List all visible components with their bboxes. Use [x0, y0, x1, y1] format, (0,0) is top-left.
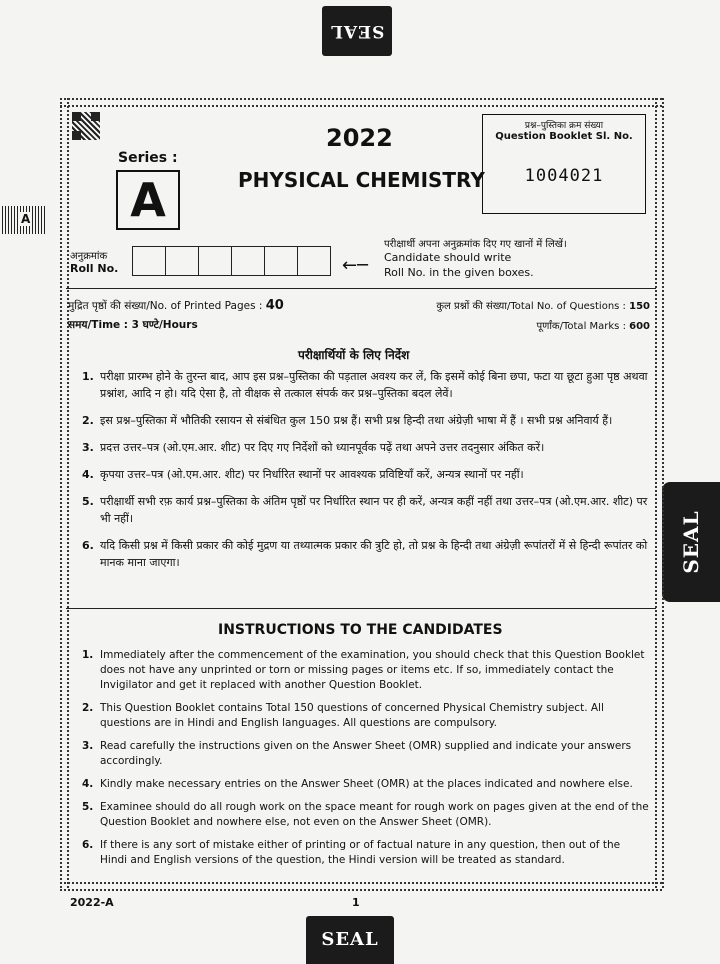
- instruction-text: If there is any sort of mistake either of printing or of factual nature in any question, then out of the Hindi and English versions of the question, the Hindi version will be treated as standard.: [100, 839, 621, 866]
- hindi-instructions: [82, 368, 650, 581]
- instruction-text: प्रदत्त उत्तर–पत्र (ओ.एम.आर. शीट) पर दिए गए निर्देशों को ध्यानपूर्वक पढ़ें तथा अपने उत्तर तदनुसार अंकित करें।: [100, 441, 545, 454]
- roll-box[interactable]: [132, 246, 166, 276]
- total-questions-label: कुल प्रश्नों की संख्या/Total No. of Questions :: [436, 301, 626, 312]
- printed-pages-label: मुद्रित पृष्ठों की संख्या/No. of Printed Pages :: [68, 300, 263, 312]
- roll-number-boxes: [133, 246, 331, 276]
- side-seal: [662, 482, 720, 602]
- instruction-text: इस प्रश्न–पुस्तिका में भौतिकी रसायन से संबंधित कुल 150 प्रश्न हैं। सभी प्रश्न हिन्दी तथा अंग्रेज़ी भाषा में हैं । सभी प्रश्न अनिवार्य हैं।: [100, 414, 613, 427]
- hindi-heading: परीक्षार्थियों के लिए निर्देश: [298, 348, 410, 362]
- booklet-number-box: [482, 114, 646, 214]
- footer-code: 2022-A: [70, 896, 114, 909]
- roll-instruction-english-2: Roll No. in the given boxes.: [384, 266, 534, 279]
- total-marks-label: पूर्णांक/Total Marks :: [536, 321, 626, 332]
- roll-instruction-hindi: परीक्षार्थी अपना अनुक्रमांक दिए गए खानों में लिखें।: [384, 239, 567, 250]
- divider: [66, 608, 656, 609]
- list-item: 4. Kindly make necessary entries on the Answer Sheet (OMR) at the places indicated and nowhere else.: [82, 778, 633, 790]
- list-item: 2. इस प्रश्न–पुस्तिका में भौतिकी रसायन से संबंधित कुल 150 प्रश्न हैं। सभी प्रश्न हिन्दी तथा अंग्रेज़ी भाषा में हैं । सभी प्रश्न अनिवार्य हैं।: [82, 414, 613, 427]
- list-item: 3. प्रदत्त उत्तर–पत्र (ओ.एम.आर. शीट) पर दिए गए निर्देशों को ध्यानपूर्वक पढ़ें तथा अपने उत्तर तदनुसार अंकित करें।: [82, 441, 545, 454]
- border-top: [60, 98, 662, 107]
- list-item: 4. कृपया उत्तर–पत्र (ओ.एम.आर. शीट) पर निर्धारित स्थानों पर आवश्यक प्रविष्टियाँ करें, अन्यत्र स्थानों पर नहीं।: [82, 468, 524, 481]
- top-seal: [322, 6, 392, 56]
- side-seal-text: SEAL: [679, 510, 703, 574]
- bottom-seal: [306, 916, 394, 964]
- side-barcode: [2, 206, 46, 234]
- list-item: 6. यदि किसी प्रश्न में किसी प्रकार की कोई मुद्रण या तथ्यात्मक प्रकार की त्रुटि हो, तो प्रश्न के हिन्दी तथा अंग्रेज़ी रूपांतरों में से हिन्दी रूपांतर को मानक माना जाएगा।: [82, 537, 650, 571]
- list-item: 5. परीक्षार्थी सभी रफ़ कार्य प्रश्न–पुस्तिका के अंतिम पृष्ठों पर निर्धारित स्थान पर ही करें, अन्यत्र कहीं नहीं तथा उत्तर–पत्र (ओ.एम.आर. शीट) पर भी नहीं।: [82, 493, 650, 527]
- left-arrow-icon: ←─: [342, 255, 368, 276]
- list-item: 6. If there is any sort of mistake either of printing or of factual nature in any question, then out of the Hindi and English versions of the question, the Hindi version will be treated as standard.: [82, 838, 650, 868]
- instruction-text: This Question Booklet contains Total 150 questions of concerned Physical Chemistry subject. All questions are in Hindi and English languages. All questions are compulsory.: [100, 702, 604, 729]
- list-item: 3. Read carefully the instructions given on the Answer Sheet (OMR) supplied and indicate your answers accordingly.: [82, 739, 650, 769]
- bottom-seal-text: SEAL: [321, 929, 379, 950]
- roll-box[interactable]: [198, 246, 232, 276]
- instruction-text: यदि किसी प्रश्न में किसी प्रकार की कोई मुद्रण या तथ्यात्मक प्रकार की त्रुटि हो, तो प्रश्न के हिन्दी तथा अंग्रेज़ी रूपांतरों में से हिन्दी रूपांतर को मानक माना जाएगा।: [100, 539, 648, 569]
- instruction-text: कृपया उत्तर–पत्र (ओ.एम.आर. शीट) पर निर्धारित स्थानों पर आवश्यक प्रविष्टियाँ करें, अन्यत्र स्थानों पर नहीं।: [100, 468, 524, 481]
- top-seal-text: SEAL: [329, 21, 385, 41]
- english-heading: INSTRUCTIONS TO THE CANDIDATES: [218, 622, 503, 638]
- instruction-text: Kindly make necessary entries on the Answer Sheet (OMR) at the places indicated and nowhere else.: [100, 778, 633, 790]
- booklet-label-english: Question Booklet Sl. No.: [495, 131, 633, 142]
- list-item: 1. Immediately after the commencement of the examination, you should check that this Question Booklet does not have any unprinted or torn or missing pages or items etc. If so, immediately contact the Invigilator and get it replaced with another Question Booklet.: [82, 648, 650, 693]
- roll-label-hindi: अनुक्रमांक: [70, 251, 108, 262]
- booklet-label-hindi: प्रश्न–पुस्तिका क्रम संख्या: [524, 121, 604, 131]
- roll-box[interactable]: [297, 246, 331, 276]
- instruction-text: Immediately after the commencement of the examination, you should check that this Question Booklet does not have any unprinted or torn or missing pages or items etc. If so, immediately contact the Invigilator and get it replaced with another Question Booklet.: [100, 649, 645, 691]
- total-marks-value: 600: [629, 321, 650, 332]
- instruction-text: परीक्षार्थी सभी रफ़ कार्य प्रश्न–पुस्तिका के अंतिम पृष्ठों पर निर्धारित स्थान पर ही करें, अन्यत्र कहीं नहीं तथा उत्तर–पत्र (ओ.एम.आर. शीट) पर भी नहीं।: [100, 495, 648, 525]
- english-instructions: [82, 648, 650, 876]
- total-questions: [436, 298, 650, 312]
- border-right: [655, 98, 664, 888]
- roll-box[interactable]: [264, 246, 298, 276]
- list-item: 5. Examinee should do all rough work on the space meant for rough work on pages given at the end of the Question Booklet and nowhere else, not even on the Answer Sheet (OMR).: [82, 801, 649, 828]
- booklet-number: 1004021: [524, 166, 604, 186]
- total-marks: [536, 318, 650, 332]
- exam-year: 2022: [326, 124, 393, 152]
- subject-title: PHYSICAL CHEMISTRY: [238, 168, 485, 192]
- total-questions-value: 150: [629, 301, 650, 312]
- list-item: 1. परीक्षा प्रारम्भ होने के तुरन्त बाद, आप इस प्रश्न–पुस्तिका की पड़ताल अवश्य कर लें, कि इसमें कोई बिना छपा, फटा या छूटा हुआ पृष्ठ अथवा प्रश्नांश, आदि न हो। यदि ऐसा है, तो वीक्षक से तत्काल संपर्क कर प्रश्न–पुस्तिका बदल लेवें।: [82, 368, 650, 402]
- qr-code: [72, 112, 100, 140]
- roll-box[interactable]: [231, 246, 265, 276]
- instruction-text: Read carefully the instructions given on the Answer Sheet (OMR) supplied and indicate your answers accordingly.: [100, 740, 632, 767]
- list-item: 2. This Question Booklet contains Total 150 questions of concerned Physical Chemistry subject. All questions are in Hindi and English languages. All questions are compulsory.: [82, 701, 650, 731]
- printed-pages: [68, 298, 284, 313]
- divider: [66, 288, 656, 289]
- border-bottom: [60, 882, 662, 891]
- time-allowed: समय/Time : 3 घण्टे/Hours: [68, 319, 198, 331]
- series-value: A: [116, 170, 180, 230]
- side-series-label: A: [21, 212, 31, 226]
- roll-label-english: Roll No.: [70, 262, 119, 275]
- instruction-text: Examinee should do all rough work on the space meant for rough work on pages given at the end of the Question Booklet and nowhere else, not even on the Answer Sheet (OMR).: [100, 801, 649, 828]
- series-label: Series :: [118, 150, 178, 166]
- border-left: [60, 98, 69, 888]
- roll-instruction-english-1: Candidate should write: [384, 251, 512, 264]
- roll-box[interactable]: [165, 246, 199, 276]
- printed-pages-value: 40: [265, 298, 284, 313]
- instruction-text: परीक्षा प्रारम्भ होने के तुरन्त बाद, आप इस प्रश्न–पुस्तिका की पड़ताल अवश्य कर लें, कि इसमें कोई बिना छपा, फटा या छूटा हुआ पृष्ठ अथवा प्रश्नांश, आदि न हो। यदि ऐसा है, तो वीक्षक से तत्काल संपर्क कर प्रश्न–पुस्तिका बदल लेवें।: [100, 370, 648, 400]
- page-number: 1: [352, 896, 360, 909]
